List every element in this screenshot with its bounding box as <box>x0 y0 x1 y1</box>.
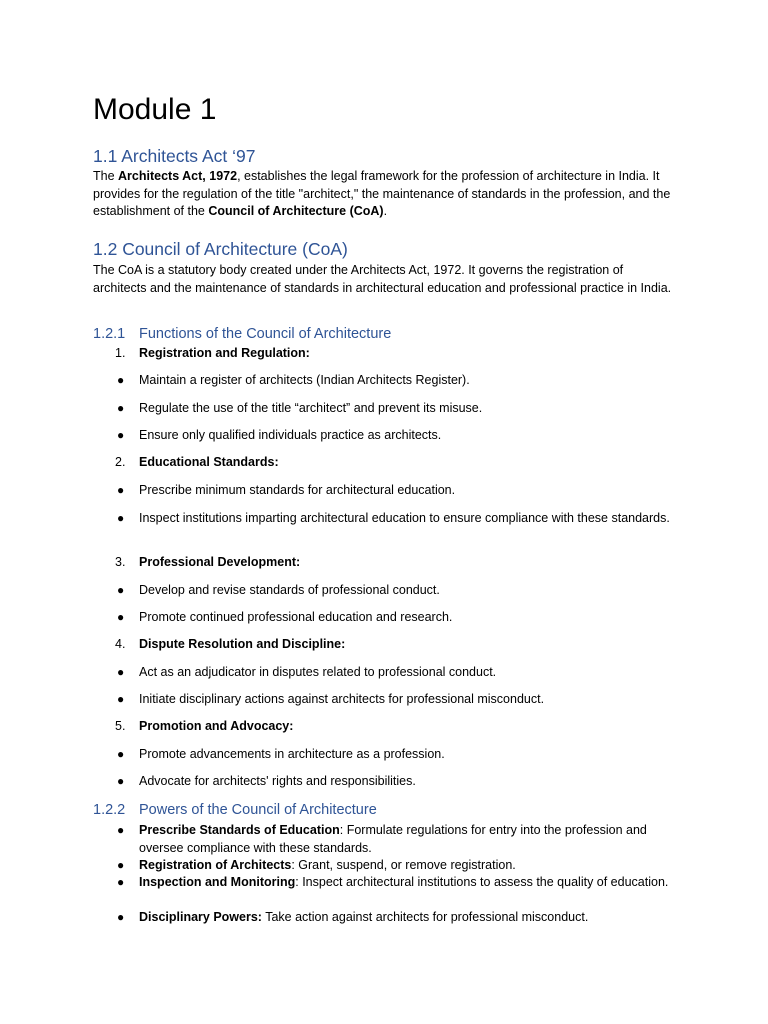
bold-term-architects-act: Architects Act, 1972 <box>118 169 238 183</box>
bullet-item <box>93 482 678 500</box>
heading-1-2-1 <box>93 325 678 343</box>
bullet-icon: ● <box>117 858 125 872</box>
bullet-text: Advocate for architects' rights and responsibilities. <box>139 774 416 788</box>
numbered-item <box>93 554 678 572</box>
numbered-item-label: Professional Development: <box>139 555 301 569</box>
numbered-item-label: Registration and Regulation: <box>139 346 310 360</box>
bold-term: Disciplinary Powers: <box>139 910 262 924</box>
list-number: 4. <box>115 637 126 651</box>
bullet-text <box>139 857 678 875</box>
numbered-item-label: Promotion and Advocacy: <box>139 719 294 733</box>
bullet-icon: ● <box>117 910 125 924</box>
bullet-item <box>93 372 678 390</box>
heading-text: Functions of the Council of Architecture <box>139 326 392 342</box>
bullet-icon: ● <box>117 583 125 597</box>
numbered-item-label: Dispute Resolution and Discipline: <box>139 637 346 651</box>
bullet-item <box>93 582 678 600</box>
bullet-item <box>93 822 678 857</box>
bold-term: Prescribe Standards of Education <box>139 823 340 837</box>
heading-1-2-2 <box>93 801 678 819</box>
bullet-item <box>93 427 678 445</box>
list-number: 5. <box>115 719 126 733</box>
bold-term: Inspection and Monitoring <box>139 875 296 889</box>
bullet-text: Promote continued professional education and research. <box>139 610 453 624</box>
bullet-item <box>93 746 678 764</box>
numbered-item <box>93 636 678 654</box>
bullet-text: Maintain a register of architects (Indian Architects Register). <box>139 373 470 387</box>
bullet-item <box>93 857 678 875</box>
bullet-item <box>93 874 678 892</box>
bullet-icon: ● <box>117 823 125 837</box>
bullet-text: Act as an adjudicator in disputes related to professional conduct. <box>139 665 497 679</box>
text-run: The <box>93 169 119 183</box>
bold-term: Registration of Architects <box>139 858 292 872</box>
bullet-text: Ensure only qualified individuals practice as architects. <box>139 428 442 442</box>
list-number: 3. <box>115 555 126 569</box>
paragraph-coa: The CoA is a statutory body created under the Architects Act, 1972. It governs the registration of architects and the maintenance of standards in architectural education and professional practice in India. <box>93 263 672 295</box>
text-run: Take action against architects for professional misconduct. <box>261 910 589 924</box>
text-run: . <box>383 204 388 218</box>
bold-term-coa: Council of Architecture (CoA) <box>208 204 384 218</box>
bullet-item <box>93 400 678 418</box>
text-run: : Inspect architectural institutions to assess the quality of education. <box>295 875 669 889</box>
heading-number: 1.2.2 <box>93 802 126 818</box>
heading-1-2: 1.2 Council of Architecture (CoA) <box>93 239 348 259</box>
list-number: 1. <box>115 346 126 360</box>
text-run: : Formulate regulations for entry into the profession and oversee compliance with these standards. <box>139 823 647 855</box>
text-run: : Grant, suspend, or remove registration. <box>291 858 516 872</box>
bullet-icon: ● <box>117 665 125 679</box>
numbered-item <box>93 345 678 363</box>
bullet-icon: ● <box>117 483 125 497</box>
bullet-icon: ● <box>117 401 125 415</box>
bullet-text: Promote advancements in architecture as a profession. <box>139 747 445 761</box>
page-title: Module 1 <box>93 93 217 126</box>
bullet-icon: ● <box>117 692 125 706</box>
bullet-icon: ● <box>117 511 125 525</box>
bullet-text <box>139 822 678 857</box>
bullet-text: Develop and revise standards of professional conduct. <box>139 583 440 597</box>
bullet-text <box>139 909 678 927</box>
bullet-item <box>93 691 678 709</box>
bullet-item <box>93 609 678 627</box>
bullet-icon: ● <box>117 373 125 387</box>
bullet-item <box>93 773 678 791</box>
bullet-text: Regulate the use of the title “architect” and prevent its misuse. <box>139 401 483 415</box>
bullet-icon: ● <box>117 875 125 889</box>
numbered-item-label: Educational Standards: <box>139 455 279 469</box>
list-number: 2. <box>115 455 126 469</box>
heading-number: 1.2.1 <box>93 326 126 342</box>
heading-1-1: 1.1 Architects Act ‘97 <box>93 146 256 166</box>
bullet-text: Prescribe minimum standards for architectural education. <box>139 483 456 497</box>
bullet-icon: ● <box>117 774 125 788</box>
bullet-text: Initiate disciplinary actions against architects for professional misconduct. <box>139 692 545 706</box>
text-run: , establishes the legal framework for the profession of architecture in India. It provides for the regulation of the title "architect," the maintenance of standards in the profession, and the establishment of the <box>93 169 671 218</box>
paragraph-architects-act <box>93 168 678 221</box>
bullet-item <box>93 664 678 682</box>
bullet-text: Inspect institutions imparting architectural education to ensure compliance with these standards. <box>139 511 670 525</box>
numbered-item <box>93 454 678 472</box>
bullet-icon: ● <box>117 747 125 761</box>
bullet-text <box>139 874 678 892</box>
heading-text: Powers of the Council of Architecture <box>139 802 377 818</box>
numbered-item <box>93 718 678 736</box>
bullet-icon: ● <box>117 428 125 442</box>
bullet-icon: ● <box>117 610 125 624</box>
bullet-item <box>93 510 678 528</box>
bullet-item <box>93 909 678 927</box>
